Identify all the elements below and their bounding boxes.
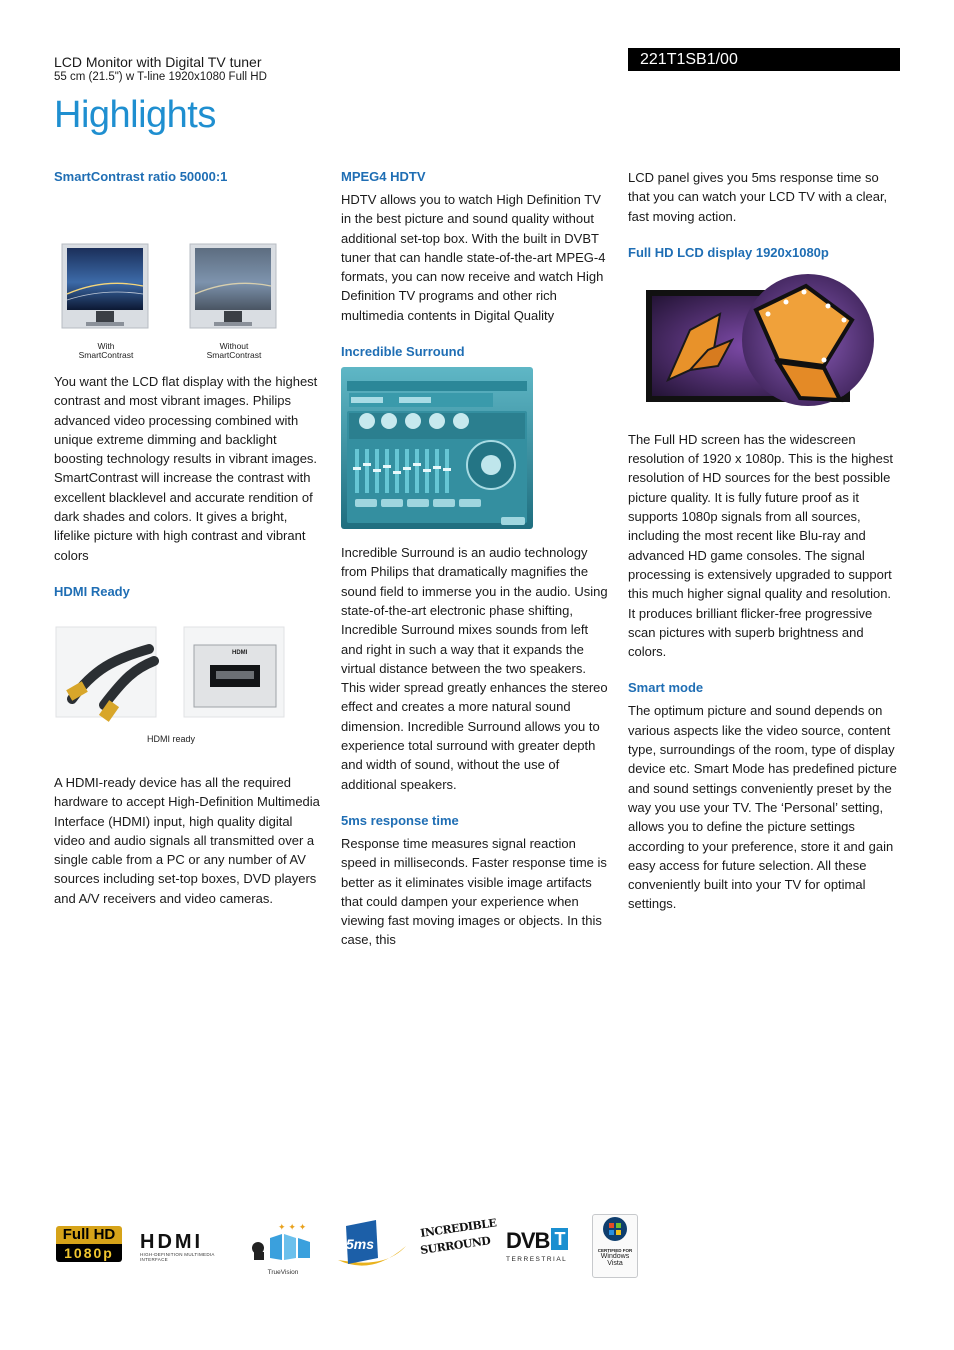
svg-text:✦ ✦ ✦: ✦ ✦ ✦: [278, 1223, 307, 1233]
smartcontrast-title: SmartContrast ratio 50000:1: [54, 169, 228, 184]
caption-with-line2: SmartContrast: [78, 350, 134, 360]
audio-control-panel-image: [341, 367, 533, 529]
incredible-surround-logo: [419, 1216, 498, 1257]
monitor-without: [190, 244, 276, 328]
mpeg4-body: HDTV allows you to watch High Definition TV in the best picture and sound quality without additional set-top box. With the built in DVBT tuner that can handle state-of-the-art MPEG-4 formats, you can now receive and watch High Definition TV programs and other rich multimedia contents in Digital Quality: [341, 192, 606, 323]
smartcontrast-figure: [54, 194, 326, 360]
fullhd-title: Full HD LCD display 1920x1080p: [628, 244, 829, 260]
response-title: 5ms response time: [341, 812, 459, 828]
fullhd-logo-top: Full HD: [56, 1226, 122, 1244]
model-number: 221T1SB1/00: [628, 48, 900, 71]
dvb-logo-sub: TERRESTRIAL: [506, 1256, 568, 1263]
truevision-label: TrueVision: [267, 1269, 299, 1276]
windows-flag-icon: [593, 1215, 637, 1243]
hdmi-logo-tag: HIGH-DEFINITION MULTIMEDIA INTERFACE: [140, 1252, 215, 1262]
hdmi-logo-word: HDMI: [140, 1231, 204, 1253]
column-1: [54, 168, 326, 908]
caption-with: [66, 342, 146, 360]
incredible-logo-line2: SURROUND: [419, 1234, 492, 1257]
column-3: [628, 168, 900, 914]
vista-line2: Windows: [600, 1253, 630, 1260]
mpeg4-title: MPEG4 HDTV: [341, 169, 426, 184]
vista-line1: CERTIFIED FOR: [597, 1248, 633, 1253]
dvb-logo-t: T: [551, 1228, 568, 1250]
hdmi-logo: [140, 1232, 232, 1262]
truevision-icon: [246, 1220, 320, 1264]
monitor-with: [62, 244, 148, 328]
vista-line3: Vista: [607, 1260, 623, 1267]
dvb-logo-word: DVB: [506, 1228, 550, 1253]
surround-body: Incredible Surround is an audio technology from Philips that dramatically magnifies the sound field to immerse you in the audio. Using state-of-the-art electronic phase shifting, Incredible Surround mixes sounds from left and right in such a way that it expands the virtual distance between the two speakers. This wider spread greatly enhances the stereo effect and creates a more natural sound dimension. Incredible Surround allows you to experience total surround with greater depth and width of sound, without the use of additional speakers.: [341, 545, 608, 792]
surround-figure: [341, 367, 613, 529]
feature-logos: [54, 1212, 654, 1282]
hdmi-title: HDMI Ready: [54, 583, 130, 599]
windows-vista-logo: [592, 1214, 638, 1278]
response-body-part1: Response time measures signal reaction speed in milliseconds. Faster response time is better as it eliminates visible image artifacts that could dampen your experience when viewing fast moving images or objects. In this case, this: [341, 835, 607, 948]
product-name: LCD Monitor with Digital TV tuner: [54, 54, 262, 70]
butterfly-tv-image: [628, 270, 900, 416]
hdmi-caption: HDMI ready: [146, 733, 195, 744]
smartmode-body: The optimum picture and sound depends on various aspects like the video source, content type, surroundings of the room, type of display device etc. Smart Mode has predefined picture and sound settings conveniently preset by the way you use your TV. The ‘Personal’ setting, allows you to define the picture settings according to your preference, store it and gain easy access for future selection. All these conveniently built into your TV for optimal settings.: [628, 703, 897, 912]
dvbt-logo: [506, 1228, 578, 1263]
response-body-part2: LCD panel gives you 5ms response time so that you can watch your LCD TV with a clear, fast moving action.: [628, 170, 888, 224]
truevision-logo: [246, 1220, 320, 1276]
hdmi-body: A HDMI-ready device has all the required hardware to accept High-Definition Multimedia Interface (HDMI) input, high quality digital video and audio signals all transmitted over a single cable from a PC or any number of AV sources including set-top boxes, DVD players and A/V receivers and video cameras.: [54, 774, 320, 906]
5ms-logo: [332, 1216, 408, 1274]
incredible-logo-line1: INCREDIBLE: [419, 1216, 498, 1240]
smartmode-title: Smart mode: [628, 680, 704, 696]
surround-title: Incredible Surround: [341, 344, 465, 360]
caption-without-line1: Without: [219, 341, 249, 351]
product-subtitle: 55 cm (21.5") w T-line 1920x1080 Full HD: [54, 71, 267, 83]
fullhd-body: The Full HD screen has the widescreen resolution of 1920 x 1080p. This is the highest resolution of HD sources for the best possible picture quality. It is fully future proof as it supports 1080p signals from all sources, including the most recent like Blu-ray and advanced HD game consoles. The signal processing is extensively upgraded to support this much higher signal quality and resolution. It produces brilliant flicker-free progressive scan pictures with superb brightness and colors.: [628, 431, 893, 660]
fullhd-figure: [628, 270, 900, 416]
smartcontrast-body: You want the LCD flat display with the highest contrast and most vibrant images. Philips advanced video processing combined with unique extreme dimming and backlight boosting technology results in vibrant images. SmartContrast will increase the contrast with excellent blacklevel and accurate rendition of dark shades and colors. It gives a bright, lifelike picture with high contrast and vibrant colors: [54, 374, 318, 563]
hdmi-port-label: HDMI: [232, 649, 248, 656]
fullhd-logo-bottom: 1080p: [56, 1244, 122, 1262]
page-title: Highlights: [54, 94, 216, 136]
5ms-label: 5ms: [346, 1236, 375, 1252]
hdmi-figure: [54, 609, 326, 761]
column-2: [341, 168, 613, 950]
caption-without-line2: SmartContrast: [206, 350, 262, 360]
caption-without: [194, 342, 274, 360]
smartcontrast-image: [54, 194, 326, 360]
caption-with-line1: With: [97, 341, 115, 351]
fullhd-logo: [56, 1226, 122, 1264]
